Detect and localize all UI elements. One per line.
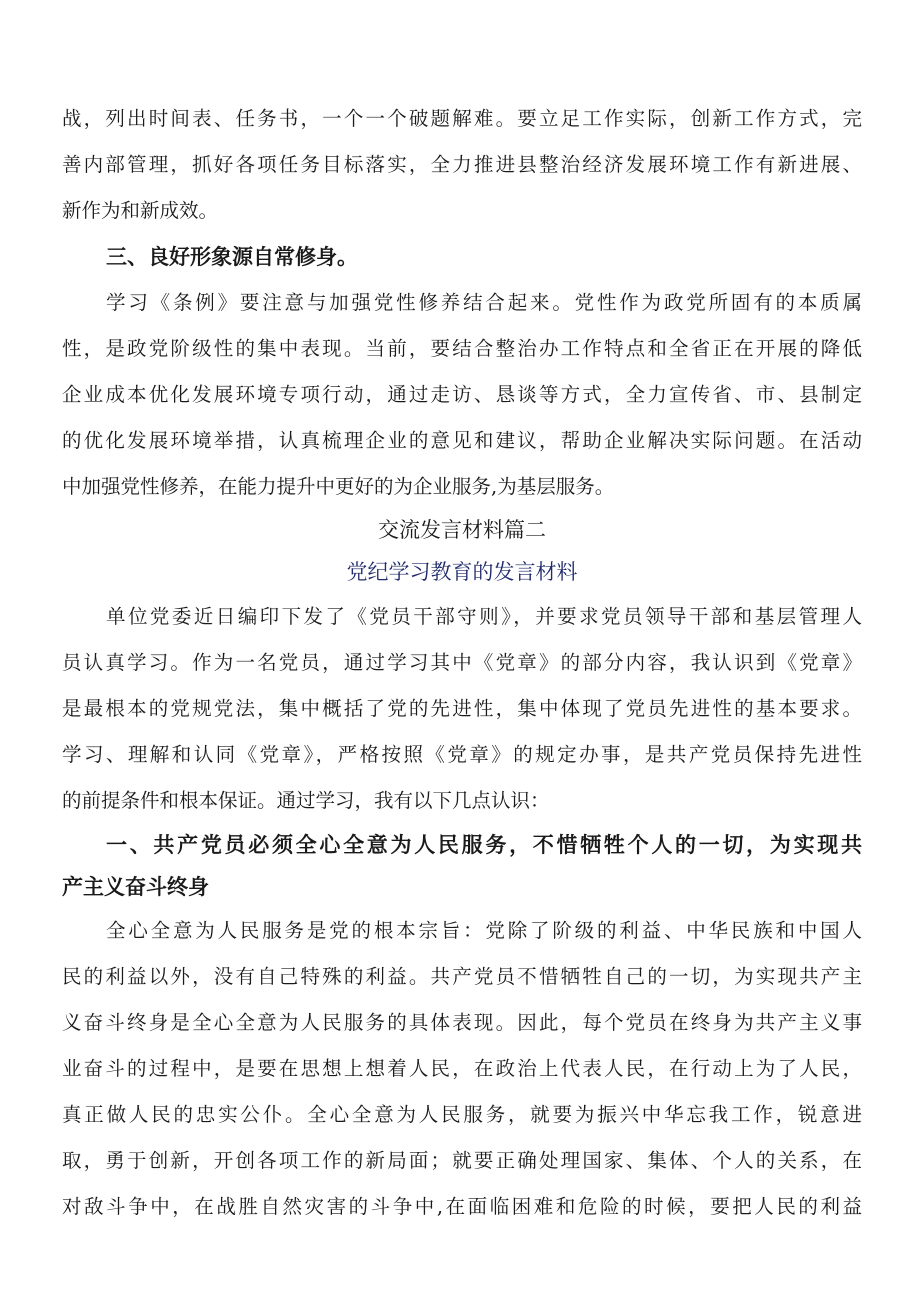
text-line: 的优化发展环境举措，认真梳理企业的意见和建议，帮助企业解决实际问题。在活动 xyxy=(62,429,862,452)
text-line: 学习、理解和认同《党章》，严格按照《党章》的规定办事，是共产党员保持先进性 xyxy=(62,743,862,766)
text-line: 对敌斗争中，在战胜自然灾害的斗争中,在面临困难和危险的时候，要把人民的利益 xyxy=(62,1195,862,1218)
text-line: 中加强党性修养，在能力提升中更好的为企业服务,为基层服务。 xyxy=(62,475,615,498)
text-line: 民的利益以外，没有自己特殊的利益。共产党员不惜牺牲自己的一切，为实现共产主 xyxy=(62,965,862,988)
text-line: 单位党委近日编印下发了《党员干部守则》，并要求党员领导干部和基层管理人 xyxy=(106,605,862,628)
text-line: 性，是政党阶级性的集中表现。当前，要结合整治办工作特点和全省正在开展的降低 xyxy=(62,337,862,360)
text-line: 全心全意为人民服务是党的根本宗旨：党除了阶级的利益、中华民族和中国人 xyxy=(106,919,862,942)
document-page xyxy=(62,96,862,1230)
text-line: 员认真学习。作为一名党员，通过学习其中《党章》的部分内容，我认识到《党章》 xyxy=(62,651,862,674)
paragraph-party-spirit xyxy=(62,280,862,510)
text-line: 取，勇于创新，开创各项工作的新局面；就要正确处理国家、集体、个人的关系，在 xyxy=(62,1149,862,1172)
text-line: 善内部管理，抓好各项任务目标落实，全力推进县整治经济发展环境工作有新进展、 xyxy=(62,153,862,176)
document-subtitle: 党纪学习教育的发言材料 xyxy=(346,560,578,584)
heading-line: 一、共产党员必须全心全意为人民服务，不惜牺牲个人的一切，为实现共 xyxy=(106,833,862,857)
text-line: 业奋斗的过程中，是要在思想上想着人民，在政治上代表人民，在行动上为了人民， xyxy=(62,1057,862,1080)
text-line: 真正做人民的忠实公仆。全心全意为人民服务，就要为振兴中华忘我工作，锐意进 xyxy=(62,1103,862,1126)
section-heading-three: 三、良好形象源自常修身。 xyxy=(106,245,358,269)
text-line: 是最根本的党规党法，集中概括了党的先进性，集中体现了党员先进性的基本要求。 xyxy=(62,697,862,720)
text-line: 新作为和新成效。 xyxy=(62,199,219,222)
text-line: 的前提条件和根本保证。通过学习，我有以下几点认识： xyxy=(62,789,550,812)
section-heading-one xyxy=(62,824,862,908)
paragraph-continuation xyxy=(62,96,862,234)
text-line: 义奋斗终身是全心全意为人民服务的具体表现。因此，每个党员在终身为共产主义事 xyxy=(62,1011,862,1034)
paragraph-intro xyxy=(62,594,862,824)
text-line: 企业成本优化发展环境专项行动，通过走访、恳谈等方式，全力宣传省、市、县制定 xyxy=(62,383,862,406)
heading-line: 产主义奋斗终身 xyxy=(62,875,209,899)
text-line: 学习《条例》要注意与加强党性修养结合起来。党性作为政党所固有的本质属 xyxy=(106,291,862,314)
paragraph-serve-people xyxy=(62,908,862,1230)
text-line: 战，列出时间表、任务书，一个一个破题解难。要立足工作实际，创新工作方式，完 xyxy=(62,107,862,130)
document-title: 交流发言材料篇二 xyxy=(378,518,546,542)
